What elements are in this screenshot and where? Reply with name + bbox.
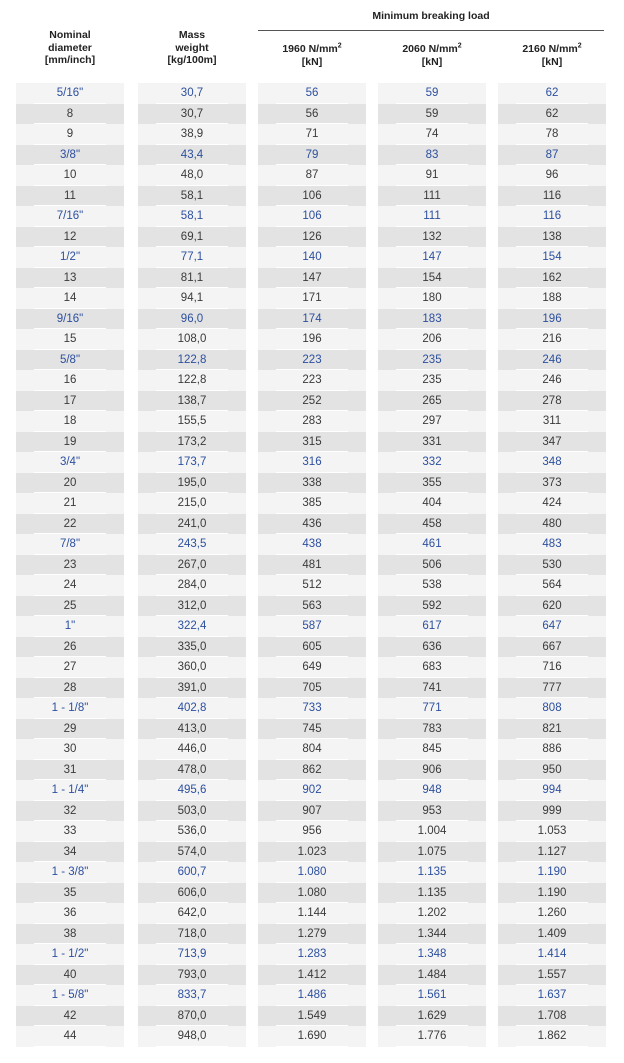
grade-superscript: 2 <box>337 42 342 50</box>
table-cell: 83 <box>378 145 486 166</box>
table-cell: 953 <box>378 801 486 822</box>
table-cell: 183 <box>378 309 486 330</box>
table-cell: 69,1 <box>138 227 246 248</box>
grade-1960-header <box>258 43 366 68</box>
table-cell: 733 <box>258 698 366 719</box>
table-cell: 713,9 <box>138 944 246 965</box>
table-cell: 424 <box>498 493 606 514</box>
table-cell: 77,1 <box>138 247 246 268</box>
header-line: Nominal <box>49 29 91 41</box>
table-cell: 1.075 <box>378 842 486 863</box>
table-cell: 1.557 <box>498 965 606 986</box>
load-1960-column <box>258 83 366 1047</box>
table-cell: 87 <box>498 145 606 166</box>
table-cell: 223 <box>258 350 366 371</box>
table-cell: 154 <box>498 247 606 268</box>
mass-weight-column <box>138 83 246 1047</box>
table-cell: 21 <box>16 493 124 514</box>
table-cell: 886 <box>498 739 606 760</box>
table-cell: 481 <box>258 555 366 576</box>
table-cell: 994 <box>498 780 606 801</box>
table-cell: 284,0 <box>138 575 246 596</box>
table-cell: 155,5 <box>138 411 246 432</box>
table-cell: 636 <box>378 637 486 658</box>
table-cell: 116 <box>498 186 606 207</box>
table-cell: 605 <box>258 637 366 658</box>
table-cell: 538 <box>378 575 486 596</box>
table-cell: 38 <box>16 924 124 945</box>
table-cell: 188 <box>498 288 606 309</box>
table-cell: 574,0 <box>138 842 246 863</box>
table-cell: 311 <box>498 411 606 432</box>
table-cell: 10 <box>16 165 124 186</box>
table-cell: 436 <box>258 514 366 535</box>
table-cell: 138 <box>498 227 606 248</box>
table-cell: 111 <box>378 186 486 207</box>
table-cell: 1.190 <box>498 883 606 904</box>
table-cell: 315 <box>258 432 366 453</box>
grade-label: 1960 N/mm <box>282 43 338 55</box>
table-cell: 347 <box>498 432 606 453</box>
table-cell: 180 <box>378 288 486 309</box>
table-cell: 252 <box>258 391 366 412</box>
table-cell: 906 <box>378 760 486 781</box>
table-cell: 999 <box>498 801 606 822</box>
minimum-breaking-load-header: Minimum breaking load <box>372 10 490 22</box>
table-cell: 771 <box>378 698 486 719</box>
table-cell: 956 <box>258 821 366 842</box>
table-cell: 206 <box>378 329 486 350</box>
table-cell: 8 <box>16 104 124 125</box>
header-line: [mm/inch] <box>44 54 96 66</box>
table-cell: 14 <box>16 288 124 309</box>
table-cell: 30,7 <box>138 104 246 125</box>
table-cell: 1.561 <box>378 985 486 1006</box>
unit-label: [kN] <box>301 55 323 68</box>
table-cell: 1.053 <box>498 821 606 842</box>
header-line: [kg/100m] <box>167 54 217 66</box>
table-cell: 174 <box>258 309 366 330</box>
table-cell: 335,0 <box>138 637 246 658</box>
table-cell: 741 <box>378 678 486 699</box>
grade-2160-header <box>498 43 606 68</box>
table-cell: 40 <box>16 965 124 986</box>
table-cell: 48,0 <box>138 165 246 186</box>
table-cell: 223 <box>258 370 366 391</box>
table-cell: 216 <box>498 329 606 350</box>
table-cell: 506 <box>378 555 486 576</box>
table-cell: 23 <box>16 555 124 576</box>
table-cell: 331 <box>378 432 486 453</box>
table-cell: 18 <box>16 411 124 432</box>
table-cell: 16 <box>16 370 124 391</box>
table-cell: 1.144 <box>258 903 366 924</box>
table-cell: 480 <box>498 514 606 535</box>
mass-weight-header <box>138 29 246 67</box>
table-cell: 126 <box>258 227 366 248</box>
table-cell: 3/4" <box>16 452 124 473</box>
table-cell: 7/8" <box>16 534 124 555</box>
unit-label: [kN] <box>421 55 443 68</box>
table-cell: 777 <box>498 678 606 699</box>
table-cell: 79 <box>258 145 366 166</box>
table-cell: 96 <box>498 165 606 186</box>
table-cell: 27 <box>16 657 124 678</box>
table-cell: 1.549 <box>258 1006 366 1027</box>
table-cell: 948 <box>378 780 486 801</box>
table-cell: 1 - 1/4" <box>16 780 124 801</box>
table-cell: 173,7 <box>138 452 246 473</box>
table-cell: 1.004 <box>378 821 486 842</box>
table-cell: 348 <box>498 452 606 473</box>
table-cell: 564 <box>498 575 606 596</box>
table-cell: 355 <box>378 473 486 494</box>
table-cell: 19 <box>16 432 124 453</box>
table-cell: 36 <box>16 903 124 924</box>
table-cell: 154 <box>378 268 486 289</box>
table-cell: 1 - 1/8" <box>16 698 124 719</box>
table-cell: 745 <box>258 719 366 740</box>
table-cell: 43,4 <box>138 145 246 166</box>
table-cell: 12 <box>16 227 124 248</box>
table-cell: 265 <box>378 391 486 412</box>
table-cell: 413,0 <box>138 719 246 740</box>
table-cell: 438 <box>258 534 366 555</box>
table-cell: 122,8 <box>138 370 246 391</box>
table-cell: 391,0 <box>138 678 246 699</box>
table-cell: 108,0 <box>138 329 246 350</box>
table-cell: 31 <box>16 760 124 781</box>
table-cell: 563 <box>258 596 366 617</box>
table-cell: 620 <box>498 596 606 617</box>
table-cell: 56 <box>258 83 366 104</box>
table-cell: 22 <box>16 514 124 535</box>
table-cell: 235 <box>378 370 486 391</box>
table-cell: 1.414 <box>498 944 606 965</box>
table-cell: 38,9 <box>138 124 246 145</box>
table-cell: 26 <box>16 637 124 658</box>
table-cell: 94,1 <box>138 288 246 309</box>
table-cell: 196 <box>258 329 366 350</box>
table-cell: 147 <box>378 247 486 268</box>
table-cell: 58,1 <box>138 206 246 227</box>
table-cell: 32 <box>16 801 124 822</box>
table-cell: 56 <box>258 104 366 125</box>
table-cell: 667 <box>498 637 606 658</box>
table-cell: 3/8" <box>16 145 124 166</box>
table-cell: 91 <box>378 165 486 186</box>
table-cell: 246 <box>498 370 606 391</box>
table-cell: 20 <box>16 473 124 494</box>
table-cell: 62 <box>498 104 606 125</box>
table-cell: 1.283 <box>258 944 366 965</box>
table-cell: 283 <box>258 411 366 432</box>
table-cell: 106 <box>258 186 366 207</box>
grade-2060-header <box>378 43 486 68</box>
header-line: weight <box>175 41 209 54</box>
table-cell: 196 <box>498 309 606 330</box>
table-cell: 1.708 <box>498 1006 606 1027</box>
table-cell: 162 <box>498 268 606 289</box>
header-divider <box>258 30 604 31</box>
table-cell: 59 <box>378 83 486 104</box>
table-cell: 34 <box>16 842 124 863</box>
table-cell: 950 <box>498 760 606 781</box>
table-cell: 15 <box>16 329 124 350</box>
nominal-diameter-header <box>16 29 124 67</box>
table-cell: 42 <box>16 1006 124 1027</box>
table-cell: 600,7 <box>138 862 246 883</box>
table-cell: 1.190 <box>498 862 606 883</box>
table-cell: 1 - 5/8" <box>16 985 124 1006</box>
table-cell: 649 <box>258 657 366 678</box>
table-cell: 1 - 3/8" <box>16 862 124 883</box>
table-cell: 132 <box>378 227 486 248</box>
table-cell: 1.409 <box>498 924 606 945</box>
table-cell: 246 <box>498 350 606 371</box>
table-cell: 617 <box>378 616 486 637</box>
table-cell: 147 <box>258 268 366 289</box>
table-cell: 25 <box>16 596 124 617</box>
table-cell: 683 <box>378 657 486 678</box>
table-cell: 44 <box>16 1026 124 1047</box>
table-cell: 948,0 <box>138 1026 246 1047</box>
grade-superscript: 2 <box>457 42 462 50</box>
table-cell: 35 <box>16 883 124 904</box>
table-cell: 30,7 <box>138 83 246 104</box>
table-cell: 718,0 <box>138 924 246 945</box>
table-cell: 483 <box>498 534 606 555</box>
table-cell: 793,0 <box>138 965 246 986</box>
load-2160-column <box>498 83 606 1047</box>
table-cell: 78 <box>498 124 606 145</box>
table-cell: 1.279 <box>258 924 366 945</box>
table-cell: 1.637 <box>498 985 606 1006</box>
table-cell: 373 <box>498 473 606 494</box>
table-cell: 1.023 <box>258 842 366 863</box>
table-cell: 24 <box>16 575 124 596</box>
table-cell: 1" <box>16 616 124 637</box>
table-cell: 592 <box>378 596 486 617</box>
header-line: Mass <box>178 29 206 41</box>
table-cell: 512 <box>258 575 366 596</box>
table-cell: 1.412 <box>258 965 366 986</box>
table-cell: 316 <box>258 452 366 473</box>
table-cell: 385 <box>258 493 366 514</box>
table-cell: 312,0 <box>138 596 246 617</box>
table-cell: 705 <box>258 678 366 699</box>
table-cell: 1.127 <box>498 842 606 863</box>
table-cell: 140 <box>258 247 366 268</box>
table-cell: 81,1 <box>138 268 246 289</box>
table-cell: 173,2 <box>138 432 246 453</box>
table-cell: 7/16" <box>16 206 124 227</box>
table-cell: 9/16" <box>16 309 124 330</box>
table-cell: 1.862 <box>498 1026 606 1047</box>
table-cell: 62 <box>498 83 606 104</box>
table-cell: 33 <box>16 821 124 842</box>
table-cell: 461 <box>378 534 486 555</box>
table-cell: 907 <box>258 801 366 822</box>
table-cell: 530 <box>498 555 606 576</box>
table-cell: 647 <box>498 616 606 637</box>
table-cell: 297 <box>378 411 486 432</box>
table-cell: 870,0 <box>138 1006 246 1027</box>
table-cell: 58,1 <box>138 186 246 207</box>
table-cell: 587 <box>258 616 366 637</box>
table-cell: 1.344 <box>378 924 486 945</box>
table-cell: 845 <box>378 739 486 760</box>
table-cell: 87 <box>258 165 366 186</box>
load-2060-column <box>378 83 486 1047</box>
table-cell: 1 - 1/2" <box>16 944 124 965</box>
grade-label: 2060 N/mm <box>402 43 458 55</box>
table-cell: 235 <box>378 350 486 371</box>
table-cell: 278 <box>498 391 606 412</box>
table-cell: 1.486 <box>258 985 366 1006</box>
table-cell: 138,7 <box>138 391 246 412</box>
header-line: diameter <box>48 41 92 54</box>
table-cell: 215,0 <box>138 493 246 514</box>
table-cell: 122,8 <box>138 350 246 371</box>
table-cell: 458 <box>378 514 486 535</box>
table-cell: 322,4 <box>138 616 246 637</box>
table-cell: 243,5 <box>138 534 246 555</box>
table-cell: 17 <box>16 391 124 412</box>
table-cell: 9 <box>16 124 124 145</box>
table-cell: 1.690 <box>258 1026 366 1047</box>
table-cell: 902 <box>258 780 366 801</box>
table-cell: 402,8 <box>138 698 246 719</box>
table-cell: 606,0 <box>138 883 246 904</box>
grade-label: 2160 N/mm <box>522 43 578 55</box>
table-cell: 1.629 <box>378 1006 486 1027</box>
table-cell: 536,0 <box>138 821 246 842</box>
table-cell: 116 <box>498 206 606 227</box>
table-cell: 1.260 <box>498 903 606 924</box>
table-cell: 446,0 <box>138 739 246 760</box>
table-cell: 96,0 <box>138 309 246 330</box>
table-cell: 29 <box>16 719 124 740</box>
table-cell: 808 <box>498 698 606 719</box>
table-cell: 171 <box>258 288 366 309</box>
table-cell: 360,0 <box>138 657 246 678</box>
table-cell: 241,0 <box>138 514 246 535</box>
table-cell: 1.202 <box>378 903 486 924</box>
table-cell: 833,7 <box>138 985 246 1006</box>
table-cell: 195,0 <box>138 473 246 494</box>
table-cell: 862 <box>258 760 366 781</box>
table-cell: 71 <box>258 124 366 145</box>
table-cell: 1.080 <box>258 883 366 904</box>
table-cell: 821 <box>498 719 606 740</box>
table-cell: 1.080 <box>258 862 366 883</box>
table-cell: 404 <box>378 493 486 514</box>
unit-label: [kN] <box>541 55 563 68</box>
table-cell: 642,0 <box>138 903 246 924</box>
table-cell: 5/8" <box>16 350 124 371</box>
table-cell: 106 <box>258 206 366 227</box>
table-cell: 74 <box>378 124 486 145</box>
table-cell: 1.776 <box>378 1026 486 1047</box>
table-cell: 11 <box>16 186 124 207</box>
table-cell: 338 <box>258 473 366 494</box>
table-cell: 5/16" <box>16 83 124 104</box>
table-cell: 1.135 <box>378 883 486 904</box>
table-cell: 59 <box>378 104 486 125</box>
nominal-diameter-column <box>16 83 124 1047</box>
table-cell: 332 <box>378 452 486 473</box>
table-cell: 13 <box>16 268 124 289</box>
table-cell: 30 <box>16 739 124 760</box>
table-cell: 267,0 <box>138 555 246 576</box>
table-cell: 111 <box>378 206 486 227</box>
table-cell: 1.135 <box>378 862 486 883</box>
table-cell: 1/2" <box>16 247 124 268</box>
table-cell: 495,6 <box>138 780 246 801</box>
table-cell: 503,0 <box>138 801 246 822</box>
table-cell: 783 <box>378 719 486 740</box>
grade-superscript: 2 <box>577 42 582 50</box>
table-cell: 478,0 <box>138 760 246 781</box>
table-cell: 28 <box>16 678 124 699</box>
table-cell: 804 <box>258 739 366 760</box>
table-cell: 1.348 <box>378 944 486 965</box>
table-cell: 716 <box>498 657 606 678</box>
table-cell: 1.484 <box>378 965 486 986</box>
